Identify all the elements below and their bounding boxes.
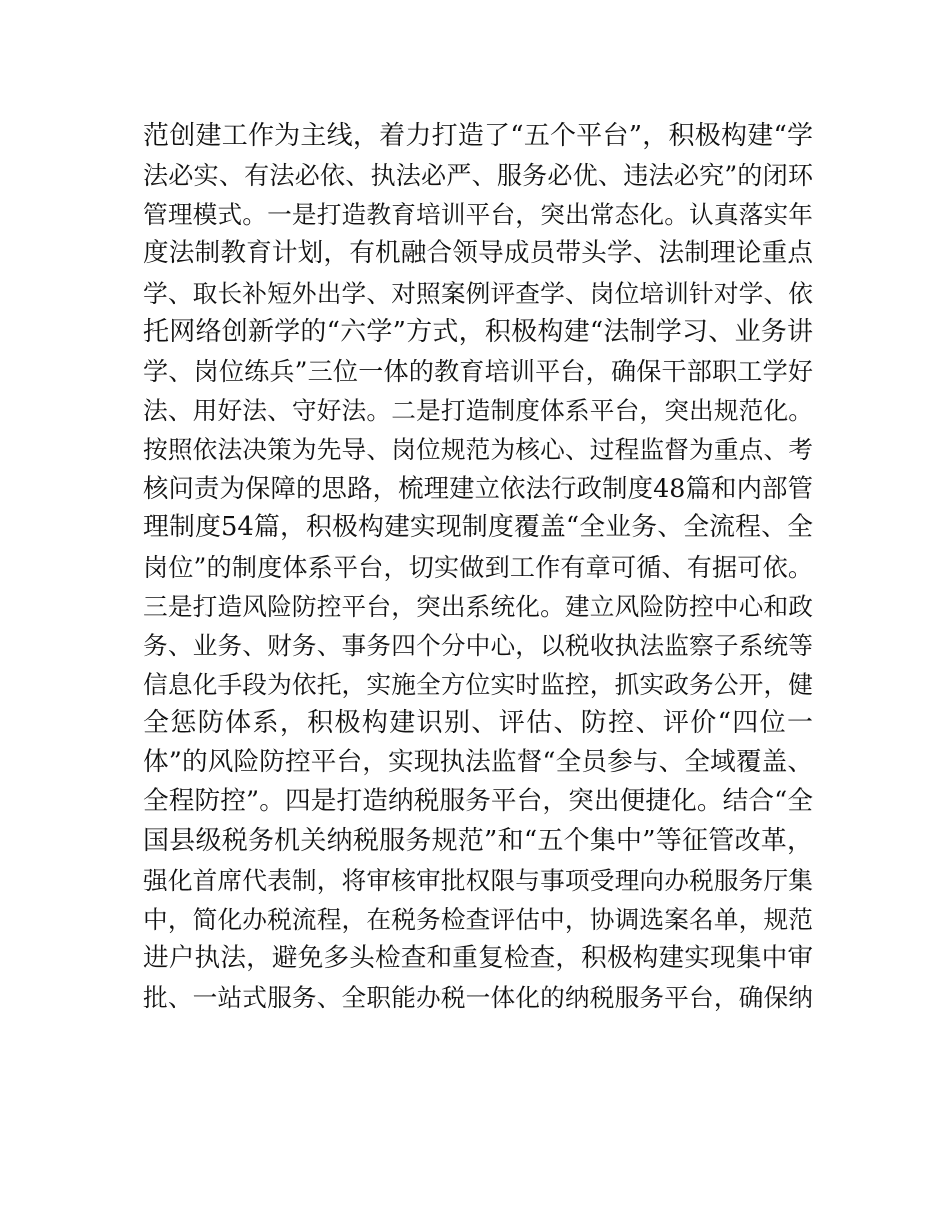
text-line: 体”的风险防控平台，实现执法监督“全员参与、全域覆盖、 (143, 747, 813, 778)
text-line: 岗位”的制度体系平台，切实做到工作有章可循、有据可依。 (143, 552, 813, 582)
text-line: 中，简化办税流程，在税务检查评估中，协调选案名单，规范 (143, 904, 813, 934)
text-line: 进户执法，避免多头检查和重复检查，积极构建实现集中审 (143, 942, 813, 973)
text-line: 度法制教育计划，有机融合领导成员带头学、法制理论重点 (143, 238, 813, 269)
text-line: 范创建工作为主线，着力打造了“五个平台”，积极构建“学 (143, 121, 813, 151)
text-line: 强化首席代表制，将审核审批权限与事项受理向办税服务厅集 (143, 865, 813, 895)
text-line: 信息化手段为依托，实施全方位实时监控，抓实政务公开，健 (143, 669, 813, 699)
text-line: 批、一站式服务、全职能办税一体化的纳税服务平台，确保纳 (143, 983, 813, 1013)
text-line: 管理模式。一是打造教育培训平台，突出常态化。认真落实年 (143, 200, 813, 230)
text-line: 国县级税务机关纳税服务规范”和“五个集中”等征管改革， (143, 825, 813, 856)
text-line: 全惩防体系，积极构建识别、评估、防控、评价“四位一 (143, 708, 813, 739)
text-line: 法必实、有法必依、执法必严、服务必优、违法必究”的闭环 (143, 161, 813, 191)
text-line: 理制度54篇，积极构建实现制度覆盖“全业务、全流程、全 (143, 512, 813, 543)
text-line: 务、业务、财务、事务四个分中心，以税收执法监察子系统等 (143, 630, 813, 660)
text-line: 全程防控”。四是打造纳税服务平台，突出便捷化。结合“全 (143, 786, 813, 817)
text-line: 法、用好法、守好法。二是打造制度体系平台，突出规范化。 (143, 395, 813, 425)
body-paragraph (143, 117, 813, 1017)
text-line: 托网络创新学的“六学”方式，积极构建“法制学习、业务讲 (143, 316, 813, 347)
text-line: 学、岗位练兵”三位一体的教育培训平台，确保干部职工学好 (143, 356, 813, 386)
text-line: 按照依法决策为先导、岗位规范为核心、过程监督为重点、考 (143, 435, 813, 465)
text-line: 三是打造风险防控平台，突出系统化。建立风险防控中心和政 (143, 591, 813, 621)
text-line: 核问责为保障的思路，梳理建立依法行政制度48篇和内部管 (143, 473, 813, 504)
text-line: 学、取长补短外出学、对照案例评查学、岗位培训针对学、依 (143, 278, 813, 308)
